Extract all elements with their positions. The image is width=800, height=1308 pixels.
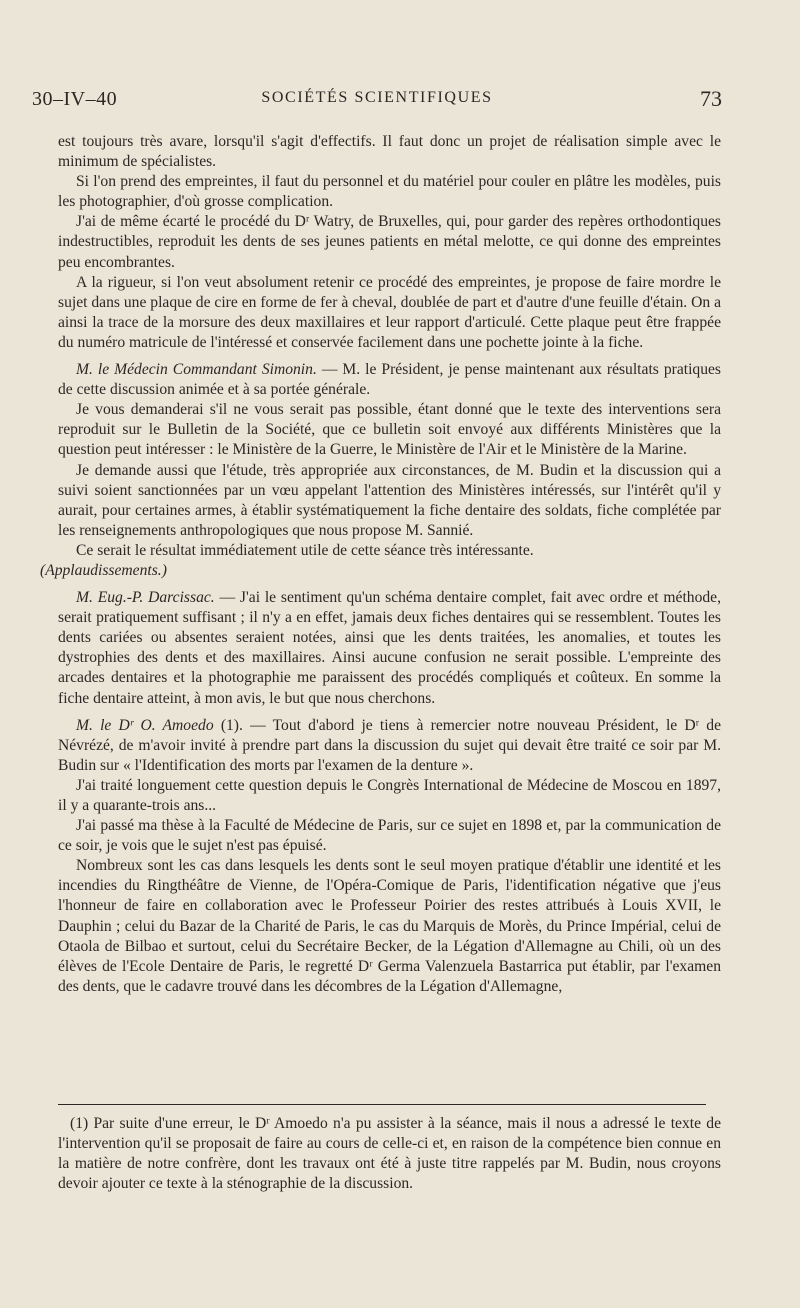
speaker-name: M. le Dʳ O. Amoedo xyxy=(76,716,214,734)
paragraph: A la rigueur, si l'on veut absolument retenir ce procédé des empreintes, je propose de faire mordre le sujet dans une plaque de cire en forme de fer à cheval, doublée de part et d'autre d'une feuille d'étain. On a ainsi la trace de la morsure des deux maxillaires et leur rapport d'articulé. Cette plaque peut être frappée du numéro matricule de l'intéressé et conservée facilement dans une pochette jointe à la fiche. xyxy=(58,273,721,351)
paragraph: J'ai de même écarté le procédé du Dʳ Watry, de Bruxelles, qui, pour garder des repères orthodontiques indestructibles, reproduit les dents de ses jeunes patients en métal melotte, ce qui donne des empreintes peu encombrantes. xyxy=(58,213,721,271)
paragraph: M. le Médecin Commandant Simonin. — M. le Président, je pense maintenant aux résultats pratiques de cette discussion animée et à sa portée générale. xyxy=(58,361,721,399)
paragraph: J'ai traité longuement cette question depuis le Congrès International de Médecine de Moscou en 1897, il y a quarante-trois ans... xyxy=(58,776,721,814)
footnote-divider xyxy=(58,1104,706,1105)
running-header xyxy=(32,84,722,112)
page-number: 73 xyxy=(700,86,722,111)
paragraph: M. le Dʳ O. Amoedo (1). — Tout d'abord je tiens à remercier notre nouveau Président, le Dʳ de Névrézé, de m'avoir invité à prendre part dans la discussion du sujet qui devait être traité ce soir par M. Budin sur « l'Identification des morts par l'examen de la denture ». xyxy=(58,716,721,774)
applause-note: (Applaudissements.) xyxy=(40,561,167,579)
footnote xyxy=(58,1114,721,1194)
paragraph: Nombreux sont les cas dans lesquels les dents sont le seul moyen pratique d'établir une identité et les incendies du Ringthéâtre de Vienne, de l'Opéra-Comique de Paris, l'identification négative que j'eus l'honneur de faire en collaboration avec le Professeur Poirier des restes attribués à Louis XVII, le Dauphin ; celui du Bazar de la Charité de Paris, le cas du Marquis de Morès, du Prince Impérial, celui de Otaola de Bilbao et surtout, celui du Secrétaire Becker, de la Légation d'Allemagne au Chili, où un des élèves de l'Ecole Dentaire de Paris, le regretté Dʳ Germa Valenzuela Bastarrica put établir, par l'examen des dents, que le cadavre trouvé dans les décombres de la Légation d'Allemagne, xyxy=(58,857,721,995)
paragraph: Si l'on prend des empreintes, il faut du personnel et du matériel pour couler en plâtre les modèles, puis les photographier, d'où grosse complication. xyxy=(58,173,721,211)
paragraph: est toujours très avare, lorsqu'il s'agit d'effectifs. Il faut donc un projet de réalisation simple avec le minimum de spécialistes. xyxy=(58,133,721,171)
speaker-name: M. Eug.-P. Darcissac. xyxy=(76,589,215,607)
speaker-name: M. le Médecin Commandant Simonin. xyxy=(76,361,317,379)
paragraph: Je vous demanderai s'il ne vous serait pas possible, étant donné que le texte des interventions sera reproduit sur le Bulletin de la Société, que ce bulletin soit envoyé aux différents Ministères que la question peut intéresser : le Ministère de la Guerre, le Ministère de l'Air et le Ministère de la Marine. xyxy=(58,401,721,459)
footnote-text: (1) Par suite d'une erreur, le Dʳ Amoedo n'a pu assister à la séance, mais il nous a adressé le texte de l'intervention qu'il se proposait de faire au cours de celle-ci et, en raison de la compétence bien connue en la matière de notre confrère, dont les travaux ont été à juste titre rappelés par M. Budin, nous croyons devoir ajouter ce texte à la sténographie de la discussion. xyxy=(58,1115,721,1193)
header-date: 30–IV–40 xyxy=(32,88,118,110)
paragraph: Je demande aussi que l'étude, très appropriée aux circonstances, de M. Budin et la discussion qui a suivi soient sanctionnées par un vœu appelant l'attention des Ministères intéressés, sur l'intérêt qu'il y aurait, pour certaines armes, à établir systématiquement la fiche dentaire des soldats, fiche complétée par les renseignements anthropologiques que nous propose M. Sannié. xyxy=(58,461,721,539)
body-text xyxy=(40,132,721,997)
paragraph: J'ai passé ma thèse à la Faculté de Médecine de Paris, sur ce sujet en 1898 et, par la communication de ce soir, je vois que le sujet n'est pas épuisé. xyxy=(58,817,721,855)
paragraph: M. Eug.-P. Darcissac. — J'ai le sentiment qu'un schéma dentaire complet, fait avec ordre et méthode, serait pratiquement suffisant ; il n'y a en effet, jamais deux fiches dentaires qui se ressemblent. Toutes les dents cariées ou absentes seraient notées, ainsi que les dents traitées, les anomalies, et toutes les dystrophies des dents et des maxillaires. Ainsi aucune confusion ne serait possible. L'empreinte des arcades dentaires et la photographie me paraissent des procédés compliqués et coûteux. En somme la fiche dentaire atteint, à mon avis, le but que nous cherchons. xyxy=(58,589,721,707)
paragraph: Ce serait le résultat immédiatement utile de cette séance très intéressante. (Applaudissements.) xyxy=(40,541,534,579)
header-title: SOCIÉTÉS SCIENTIFIQUES xyxy=(261,89,493,106)
